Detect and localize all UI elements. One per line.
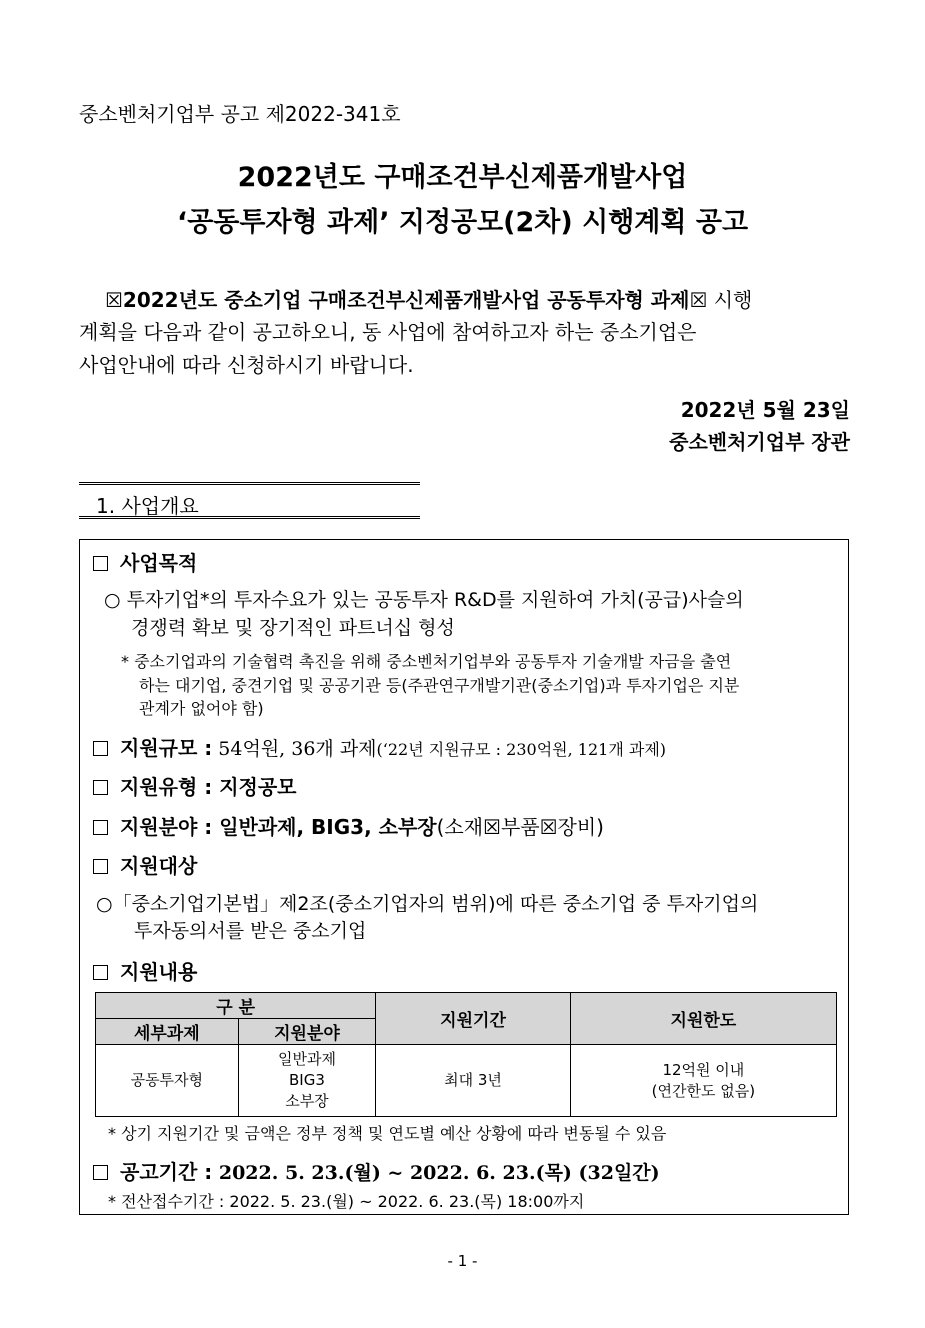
field-value: 일반과제, BIG3, 소부장 [212,815,437,839]
intro-line1 [79,284,850,313]
checkbox-square-icon [93,1165,108,1180]
header-period: 지원기간 [376,993,570,1045]
notice-date: 2022년 5월 23일 [680,398,850,422]
cell-field-3: 소부장 [285,1092,329,1110]
intro-line2: 계획을 다음과 같이 공고하오니, 동 사업에 참여하고자 하는 중소기업은 [79,320,697,344]
section-rule-bottom [79,516,420,519]
section-title: 1. 사업개요 [96,494,199,518]
purpose-note-line1: * 중소기업과의 기술협력 촉진을 위해 중소벤처기업부와 공동투자 기술개발 자금을 출연 [121,652,732,671]
target-heading-text: 지원대상 [120,854,198,878]
scale-heading: 지원규모 : [120,736,213,760]
period-row [93,1156,660,1185]
notice-number: 중소벤처기업부 공고 제2022-341호 [79,102,401,126]
header-subtask: 세부과제 [96,1019,239,1045]
field-detail: (소재☒부품☒장비) [436,815,604,839]
intro-line3: 사업안내에 따라 신청하시기 바랍니다. [79,353,414,377]
cell-field-1: 일반과제 [277,1050,336,1068]
header-group: 구 분 [96,993,376,1019]
content-heading [93,956,197,985]
cell-limit-line1: 12억원 이내 [662,1060,745,1079]
target-line1: ○「중소기업기본법」제2조(중소기업자의 범위)에 따른 중소기업 중 투자기업의 [96,893,759,915]
intro-program-name: ☒2022년도 중소기업 구매조건부신제품개발사업 공동투자형 과제☒ [105,288,708,312]
target-line2: 투자동의서를 받은 중소기업 [134,920,367,942]
purpose-note-line2: 하는 대기업, 중견기업 및 공공기관 등(주관연구개발기관(중소기업)과 투자기업은 지분 [139,676,740,695]
cell-period: 최대 3년 [376,1045,570,1117]
cell-limit-line2: (연간한도 없음) [651,1081,756,1100]
header-field: 지원분야 [238,1019,376,1045]
issuer: 중소벤처기업부 장관 [669,430,850,454]
purpose-note-line3: 관계가 없어야 함) [139,699,264,718]
checkbox-square-icon [93,820,108,835]
scale-row [93,732,666,761]
period-heading: 공고기간 : [120,1160,213,1184]
header-limit: 지원한도 [570,993,836,1045]
type-row [93,771,297,800]
content-heading-text: 지원내용 [120,960,198,984]
checkbox-square-icon [93,780,108,795]
checkbox-square-icon [93,556,108,571]
document-title-line1: 2022년도 구매조건부신제품개발사업 [237,162,688,193]
page-number: - 1 - [447,1252,478,1270]
checkbox-square-icon [93,859,108,874]
purpose-heading-text: 사업목적 [120,551,198,575]
checkbox-square-icon [93,965,108,980]
content-note: * 상기 지원기간 및 금액은 정부 정책 및 연도별 예산 상황에 따라 변동될 수 있음 [108,1124,667,1143]
period-value: 2022. 5. 23.(월) ~ 2022. 6. 23.(목) (32일간) [212,1162,660,1184]
section-rule-top [79,482,420,485]
support-table [95,992,837,1117]
field-heading: 지원분야 : [120,815,213,839]
purpose-heading [93,547,197,576]
purpose-item-line1: ○ 투자기업*의 투자수요가 있는 공동투자 R&D를 지원하여 가치(공급)사슬의 [104,589,744,611]
scale-value: 54억원, 36개 과제 [212,738,377,760]
document-title-line2: ‘공동투자형 과제’ 지정공모(2차) 시행계획 공고 [176,207,749,238]
scale-note: (‘22년 지원규모 : 230억원, 121개 과제) [376,740,667,759]
checkbox-square-icon [93,741,108,756]
cell-fields [238,1045,376,1117]
cell-task: 공동투자형 [96,1045,239,1117]
period-note: * 전산접수기간 : 2022. 5. 23.(월) ~ 2022. 6. 23.(목) 18:00까지 [108,1192,585,1211]
type-value: 지정공모 [212,775,297,799]
intro-line1-rest: 시행 [707,288,753,312]
type-heading: 지원유형 : [120,775,213,799]
target-heading [93,850,197,879]
purpose-item-line2: 경쟁력 확보 및 장기적인 파트너십 형성 [131,617,455,639]
cell-field-2: BIG3 [289,1071,325,1089]
cell-limit [570,1045,836,1117]
field-row [93,811,604,840]
